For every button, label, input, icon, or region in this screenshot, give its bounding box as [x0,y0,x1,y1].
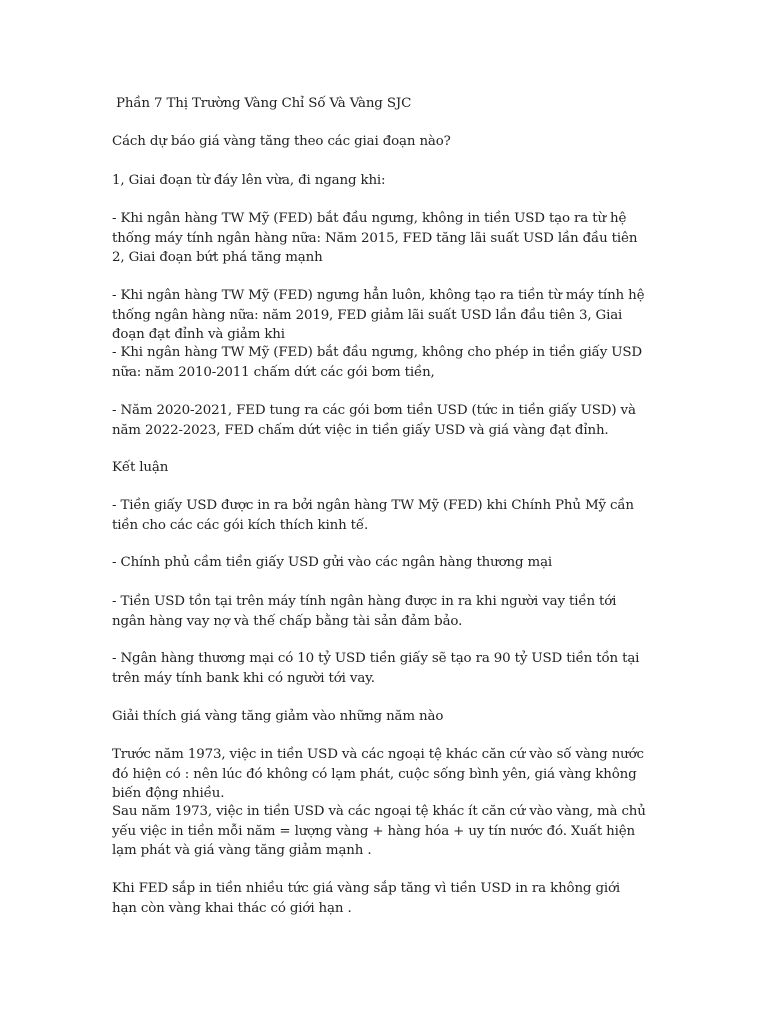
question-line: Cách dự báo giá vàng tăng theo các giai đoạn nào? [112,134,451,149]
conclusion-point-3: - Tiền USD tồn tại trên máy tính ngân hàng được in ra khi người vay tiền tới ngân hàng vay nợ và thế chấp bằng tài sản đảm bảo. [112,594,617,629]
explain-heading: Giải thích giá vàng tăng giảm vào những năm nào [112,709,444,724]
stage-point-4: - Năm 2020-2021, FED tung ra các gói bơm tiền USD (tức in tiền giấy USD) và năm 2022-2023, FED chấm dứt việc in tiền giấy USD và giá vàng đạt đỉnh. [112,403,636,438]
stage-point-2: - Khi ngân hàng TW Mỹ (FED) ngưng hẳn luôn, không tạo ra tiền từ máy tính hệ thống ngân hàng nữa: năm 2019, FED giảm lãi suất USD lần đầu tiên 3, Giai đoạn đạt đỉnh và giảm khi [112,288,645,342]
stage1-heading: 1, Giai đoạn từ đáy lên vừa, đi ngang khi: [112,173,386,188]
document-title: Phần 7 Thị Trường Vàng Chỉ Số Và Vàng SJC [116,96,412,111]
explain-paragraph-2: Sau năm 1973, việc in tiền USD và các ngoại tệ khác ít căn cứ vào vàng, mà chủ yếu việc in tiền mỗi năm = lượng vàng + hàng hóa + uy tín nước đó. Xuất hiện lạm phát và giá vàng tăng giảm mạnh . [112,804,646,858]
conclusion-point-2: - Chính phủ cầm tiền giấy USD gửi vào các ngân hàng thương mại [112,555,553,570]
stage-point-3: - Khi ngân hàng TW Mỹ (FED) bắt đầu ngưng, không cho phép in tiền giấy USD nữa: năm 2010-2011 chấm dứt các gói bơm tiền, [112,345,643,380]
explain-paragraph-1: Trước năm 1973, việc in tiền USD và các ngoại tệ khác căn cứ vào số vàng nước đó hiện có : nên lúc đó không có lạm phát, cuộc sống bình yên, giá vàng không biến động nhiều. [112,747,644,801]
stage-point-1: - Khi ngân hàng TW Mỹ (FED) bắt đầu ngưng, không in tiền USD tạo ra từ hệ thống máy tính ngân hàng nữa: Năm 2015, FED tăng lãi suất USD lần đầu tiên 2, Giai đoạn bứt phá tăng mạnh [112,211,638,265]
conclusion-point-1: - Tiền giấy USD được in ra bởi ngân hàng TW Mỹ (FED) khi Chính Phủ Mỹ cần tiền cho các các gói kích thích kinh tế. [112,498,634,533]
explain-paragraph-3: Khi FED sắp in tiền nhiều tức giá vàng sắp tăng vì tiền USD in ra không giới hạn còn vàng khai thác có giới hạn . [112,881,621,916]
conclusion-point-4: - Ngân hàng thương mại có 10 tỷ USD tiền giấy sẽ tạo ra 90 tỷ USD tiền tồn tại trên máy tính bank khi có người tới vay. [112,651,640,686]
conclusion-heading: Kết luận [112,460,169,475]
